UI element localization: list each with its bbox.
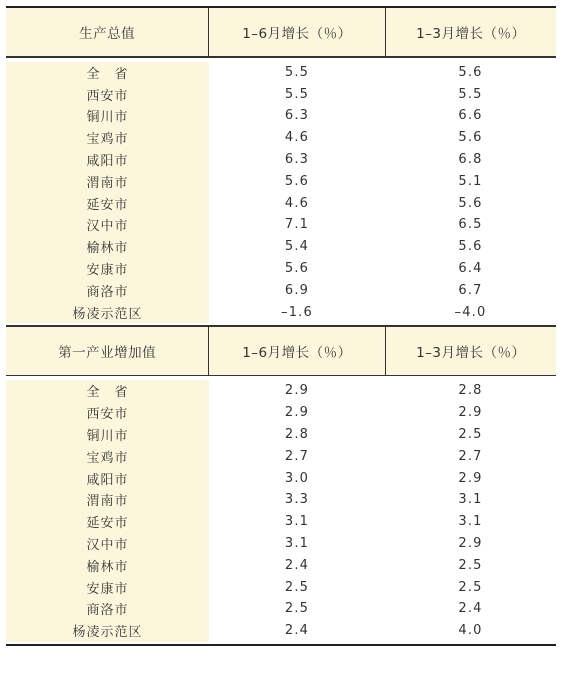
header-h1-growth: 1–6月增长（％） <box>208 327 384 375</box>
h1-growth-value: 3.3 <box>284 492 310 508</box>
region-name: 渭南市 <box>86 494 129 510</box>
q1-growth-value: 2.9 <box>458 405 483 421</box>
q1-growth-value: 2.5 <box>458 427 483 443</box>
h1-column <box>209 62 385 324</box>
q1-growth-value: 5.1 <box>458 173 483 189</box>
region-name: 宝鸡市 <box>86 132 129 148</box>
q1-growth-value: 5.6 <box>458 195 483 211</box>
q1-growth-value: –4.0 <box>454 304 487 320</box>
section-1-body <box>6 58 556 326</box>
h1-growth-value: 5.5 <box>284 86 310 102</box>
section-2-body <box>6 376 556 644</box>
h1-growth-value: 2.8 <box>284 427 310 443</box>
q1-growth-value: 3.1 <box>458 514 483 530</box>
region-name: 杨凌示范区 <box>72 306 143 322</box>
region-name: 安康市 <box>86 581 129 597</box>
region-name: 延安市 <box>86 516 129 532</box>
header-q1-growth: 1–3月增长（％） <box>385 327 556 375</box>
h1-growth-value: 2.5 <box>284 579 310 595</box>
growth-table <box>6 6 556 646</box>
q1-growth-value: 6.6 <box>458 108 483 124</box>
region-name: 咸阳市 <box>86 154 129 170</box>
h1-growth-value: 5.6 <box>284 261 310 277</box>
region-name: 铜川市 <box>86 110 129 126</box>
region-name: 榆林市 <box>86 559 129 575</box>
section-2-header <box>6 327 556 375</box>
q1-growth-value: 2.5 <box>458 579 483 595</box>
region-name: 全 省 <box>86 385 129 401</box>
region-name: 西安市 <box>86 407 129 423</box>
region-name: 宝鸡市 <box>86 450 129 466</box>
region-column <box>6 62 209 324</box>
h1-growth-value: 7.1 <box>284 217 310 233</box>
region-name: 西安市 <box>86 88 129 104</box>
region-name: 榆林市 <box>86 241 129 257</box>
q1-growth-value: 5.6 <box>458 130 483 146</box>
q1-growth-value: 5.6 <box>458 64 483 80</box>
h1-growth-value: 4.6 <box>284 195 310 211</box>
q1-growth-value: 6.8 <box>458 152 483 168</box>
q1-growth-value: 6.7 <box>458 282 483 298</box>
region-name: 咸阳市 <box>86 472 129 488</box>
region-name: 延安市 <box>86 197 129 213</box>
h1-growth-value: 2.7 <box>284 448 310 464</box>
q1-growth-value: 2.7 <box>458 448 483 464</box>
header-q1-growth: 1–3月增长（％） <box>385 8 556 56</box>
q1-column <box>385 62 556 324</box>
q1-growth-value: 3.1 <box>458 492 483 508</box>
q1-column <box>385 380 556 642</box>
h1-growth-value: 3.0 <box>284 470 310 486</box>
q1-growth-value: 5.6 <box>458 239 483 255</box>
region-name: 全 省 <box>86 66 129 82</box>
h1-growth-value: 6.9 <box>284 282 310 298</box>
h1-growth-value: 6.3 <box>284 108 310 124</box>
h1-growth-value: 2.4 <box>284 623 310 639</box>
bottom-rule <box>6 644 556 646</box>
q1-growth-value: 2.9 <box>458 536 483 552</box>
q1-growth-value: 2.9 <box>458 470 483 486</box>
h1-growth-value: 2.9 <box>284 383 310 399</box>
header-h1-growth: 1–6月增长（％） <box>208 8 384 56</box>
section-1-header <box>6 8 556 56</box>
h1-growth-value: 2.9 <box>284 405 310 421</box>
h1-growth-value: 5.5 <box>284 64 310 80</box>
q1-growth-value: 2.4 <box>458 601 483 617</box>
h1-growth-value: 5.6 <box>284 173 310 189</box>
h1-growth-value: –1.6 <box>281 304 313 320</box>
region-name: 汉中市 <box>86 538 129 554</box>
q1-growth-value: 6.5 <box>458 217 483 233</box>
h1-growth-value: 5.4 <box>284 239 310 255</box>
header-indicator-gdp: 生产总值 <box>79 26 136 42</box>
h1-growth-value: 4.6 <box>284 130 310 146</box>
q1-growth-value: 6.4 <box>458 261 483 277</box>
region-name: 杨凌示范区 <box>72 625 143 641</box>
region-name: 商洛市 <box>86 284 129 300</box>
h1-growth-value: 2.5 <box>284 601 310 617</box>
region-name: 渭南市 <box>86 175 129 191</box>
q1-growth-value: 5.5 <box>458 86 483 102</box>
h1-growth-value: 3.1 <box>284 536 310 552</box>
region-name: 安康市 <box>86 263 129 279</box>
region-name: 汉中市 <box>86 219 129 235</box>
region-name: 铜川市 <box>86 429 129 445</box>
h1-growth-value: 6.3 <box>284 152 310 168</box>
q1-growth-value: 4.0 <box>458 623 483 639</box>
header-indicator-primary: 第一产业增加值 <box>58 344 157 361</box>
q1-growth-value: 2.8 <box>458 383 483 399</box>
h1-growth-value: 2.4 <box>284 557 310 573</box>
q1-growth-value: 2.5 <box>458 557 483 573</box>
h1-growth-value: 3.1 <box>284 514 310 530</box>
region-column <box>6 380 209 642</box>
region-name: 商洛市 <box>86 603 129 619</box>
h1-column <box>209 380 385 642</box>
